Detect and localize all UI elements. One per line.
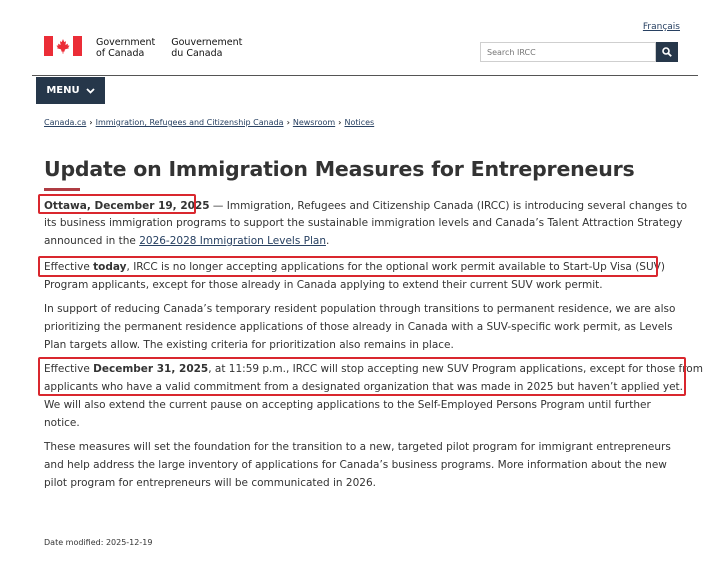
paragraph-text: . [325, 235, 330, 247]
wordmark-fr-line2: du Canada [171, 47, 223, 59]
bold-text: December 31, 2025 [93, 363, 209, 375]
paragraph-line [44, 234, 329, 248]
date-modified-label: Date modified: [44, 538, 104, 547]
paragraph-line: pilot program for entrepreneurs will be communicated in 2026. [44, 477, 376, 489]
paragraph-line: notice. [44, 417, 80, 429]
header-divider [32, 75, 698, 76]
search-button[interactable] [656, 42, 678, 62]
highlight-box [38, 357, 686, 396]
paragraph-line: its business immigration programs to support the sustainable immigration levels and Canada’s Talent Attraction Strategy [44, 217, 683, 229]
paragraph-line: In support of reducing Canada’s temporary resident population through transitions to permanent residence, we are also [44, 303, 676, 315]
paragraph-line: Program applicants, except for those already in Canada applying to extend their current SUV work permit. [44, 279, 603, 291]
date-modified [44, 538, 152, 547]
wordmark-french [171, 38, 242, 59]
breadcrumb-link-notices[interactable]: Notices [344, 118, 375, 127]
wordmark-fr-line1: Gouvernement [171, 37, 243, 48]
language-toggle-link[interactable]: Français [642, 22, 680, 32]
government-wordmark[interactable] [96, 38, 242, 59]
bold-text: today [93, 261, 127, 273]
search-input[interactable] [480, 42, 656, 62]
title-underline [44, 188, 80, 191]
chevron-down-icon [86, 88, 95, 94]
page-title: Update on Immigration Measures for Entrepreneurs [44, 157, 635, 181]
paragraph-line: and help address the large inventory of applications for Canada’s business programs. More information about the new [44, 459, 667, 471]
paragraph-line: We will also extend the current pause on accepting applications to the Self-Employed Persons Program until further [44, 399, 651, 411]
breadcrumb-separator: › [338, 118, 342, 127]
canada-flag-icon [44, 36, 82, 56]
search-icon [662, 47, 672, 57]
highlight-box [38, 256, 658, 277]
breadcrumb [44, 118, 374, 127]
paragraph-line: These measures will set the foundation for the transition to a new, targeted pilot program for immigrant entrepreneurs [44, 441, 671, 453]
breadcrumb-link-canada[interactable]: Canada.ca [44, 118, 87, 127]
paragraph-line: Plan targets allow. The existing criteria for prioritization also remains in place. [44, 339, 454, 351]
menu-button[interactable] [36, 77, 105, 104]
breadcrumb-link-newsroom[interactable]: Newsroom [292, 118, 336, 127]
paragraph-line: prioritizing the permanent residence applications of those already in Canada with a SUV-specific work permit, as Levels [44, 321, 673, 333]
paragraph-text: Effective [44, 363, 94, 375]
paragraph-line: applicants who have a valid commitment from a designated organization that was made in 2025 but haven’t applied yet. [44, 381, 684, 393]
breadcrumb-separator: › [286, 118, 290, 127]
highlight-box [38, 194, 196, 214]
breadcrumb-link-ircc[interactable]: Immigration, Refugees and Citizenship Canada [95, 118, 284, 127]
wordmark-en-line1: Government [96, 37, 156, 48]
date-modified-value: 2025-12-19 [105, 538, 153, 547]
wordmark-en-line2: of Canada [96, 47, 145, 59]
paragraph-text: announced in the [44, 235, 140, 247]
paragraph-text: , IRCC is no longer accepting applications for the optional work permit available to Start-Up Visa (SUV) [126, 261, 665, 273]
paragraph-text: — Immigration, Refugees and Citizenship Canada (IRCC) is introducing several changes to [209, 200, 688, 212]
wordmark-english [96, 38, 155, 59]
breadcrumb-separator: › [89, 118, 93, 127]
paragraph-text: , at 11:59 p.m., IRCC will stop accepting new SUV Program applications, except for those from [208, 363, 703, 375]
menu-label: MENU [46, 85, 80, 96]
levels-plan-link[interactable]: 2026-2028 Immigration Levels Plan [139, 235, 326, 247]
paragraph-text: Effective [44, 261, 94, 273]
dateline: Ottawa, December 19, 2025 [44, 200, 210, 212]
